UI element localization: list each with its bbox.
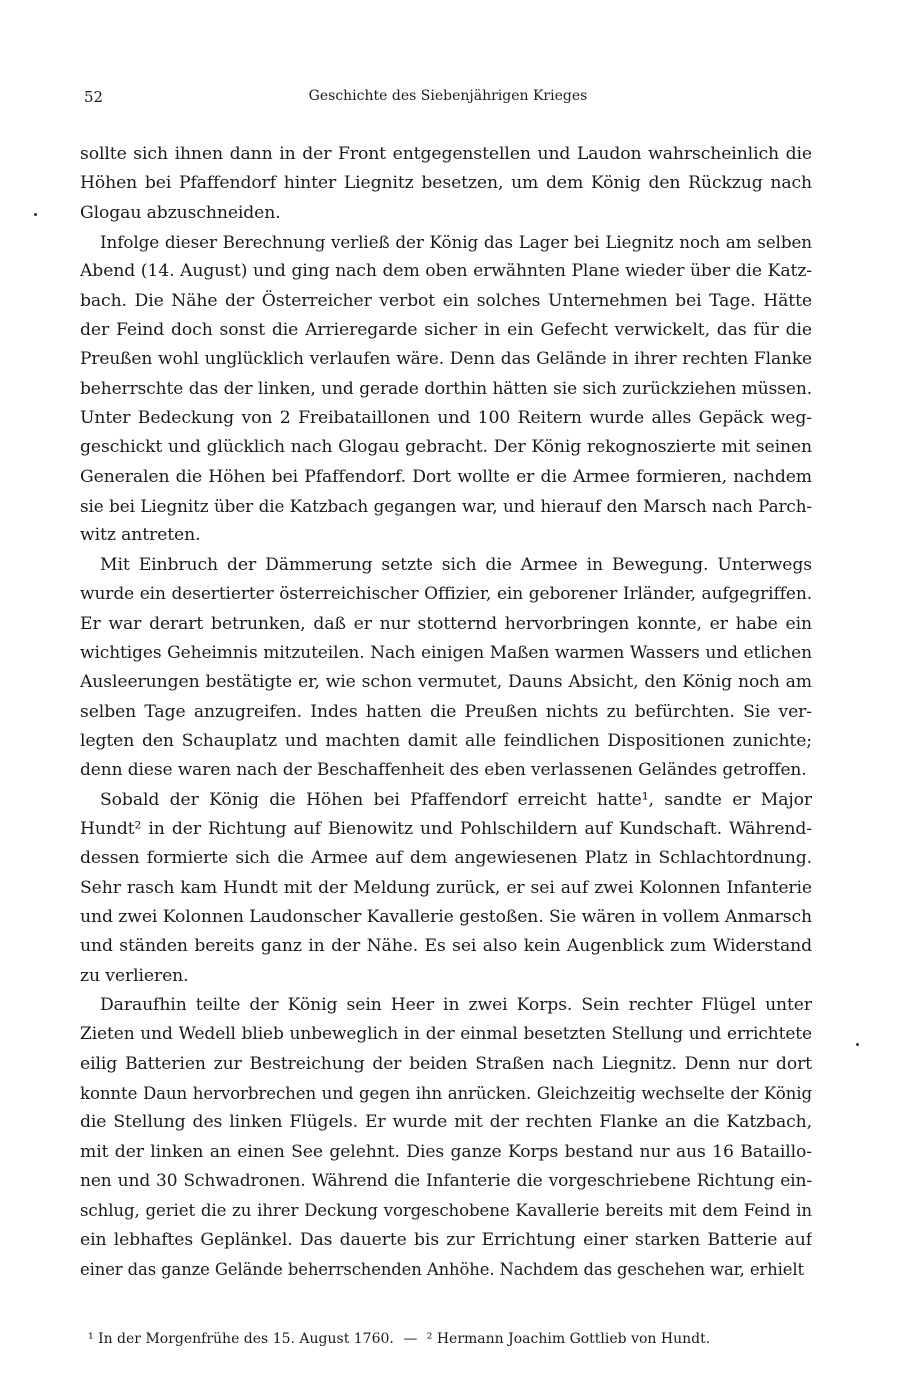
text-line: beherrschte das der linken, und gerade dorthin hätten sie sich zurückziehen müssen.: [80, 378, 812, 399]
text-line: schlug, geriet die zu ihrer Deckung vorgeschobene Kavallerie bereits mit dem Feind in: [80, 1201, 812, 1221]
footnotes: [88, 1329, 812, 1349]
body-text: [80, 140, 812, 1284]
text-line: Zieten und Wedell blieb unbeweglich in der einmal besetzten Stellung und errichtete: [80, 1024, 812, 1045]
text-line: wurde ein desertierter österreichischer Offizier, ein geborener Irländer, aufgegriffen.: [80, 584, 812, 605]
text-line: Hundt² in der Richtung auf Bienowitz und Pohlschildern auf Kundschaft. Während-: [80, 818, 812, 839]
text-line: Generalen die Höhen bei Pfaffendorf. Dort wollte er die Armee formieren, nachdem: [80, 466, 812, 487]
footnote-2: ² Hermann Joachim Gottlieb von Hundt.: [426, 1331, 711, 1347]
text-line: Ausleerungen bestätigte er, wie schon vermutet, Dauns Absicht, den König noch am: [80, 672, 812, 693]
text-line: Sehr rasch kam Hundt mit der Meldung zurück, er sei auf zwei Kolonnen Infanterie: [80, 877, 812, 898]
text-line: denn diese waren nach der Beschaffenheit des eben verlassenen Geländes getroffen.: [80, 760, 807, 781]
text-line: sollte sich ihnen dann in der Front entgegenstellen und Laudon wahrscheinlich die: [80, 144, 812, 164]
text-line: Glogau abzuschneiden.: [80, 202, 281, 223]
text-line: die Stellung des linken Flügels. Er wurde mit der rechten Flanke an die Katzbach,: [80, 1112, 812, 1133]
text-line: Sobald der König die Höhen bei Pfaffendorf erreicht hatte¹, sandte er Major: [100, 789, 812, 810]
footnote-separator: —: [403, 1331, 418, 1347]
text-line: bach. Die Nähe der Österreicher verbot ein solches Unternehmen bei Tage. Hätte: [80, 290, 812, 311]
paragraph: [80, 140, 812, 228]
page-number: 52: [84, 88, 104, 106]
text-line: und ständen bereits ganz in der Nähe. Es sei also kein Augenblick zum Widerstand: [80, 936, 812, 957]
text-line: Daraufhin teilte der König sein Heer in zwei Korps. Sein rechter Flügel unter: [100, 994, 812, 1015]
paragraph: [80, 991, 812, 1284]
text-line: dessen formierte sich die Armee auf dem angewiesenen Platz in Schlachtordnung.: [80, 848, 812, 869]
paragraph: [80, 228, 812, 551]
running-title: Geschichte des Siebenjährigen Krieges: [308, 88, 588, 104]
text-line: mit der linken an einen See gelehnt. Dies ganze Korps bestand nur aus 16 Bataillo-: [80, 1141, 812, 1162]
text-line: legten den Schauplatz und machten damit alle feindlichen Dispositionen zunichte;: [80, 730, 812, 751]
text-line: witz antreten.: [80, 525, 201, 546]
text-line: Höhen bei Pfaffendorf hinter Liegnitz besetzen, um dem König den Rückzug nach: [80, 173, 812, 194]
margin-speck: [34, 213, 37, 216]
text-line: Unter Bedeckung von 2 Freibataillonen und 100 Reitern wurde alles Gepäck weg-: [80, 408, 812, 429]
text-line: Preußen wohl unglücklich verlaufen wäre. Denn das Gelände in ihrer rechten Flanke: [80, 349, 812, 370]
text-line: Mit Einbruch der Dämmerung setzte sich die Armee in Bewegung. Unterwegs: [100, 554, 812, 575]
text-line: Infolge dieser Berechnung verließ der König das Lager bei Liegnitz noch am selben: [100, 232, 812, 253]
text-line: eilig Batterien zur Bestreichung der beiden Straßen nach Liegnitz. Denn nur dort: [80, 1053, 812, 1074]
text-line: konnte Daun hervorbrechen und gegen ihn anrücken. Gleichzeitig wechselte der König: [80, 1084, 812, 1103]
running-head: [84, 88, 812, 112]
text-line: und zwei Kolonnen Laudonscher Kavallerie gestoßen. Sie wären in vollem Anmarsch: [80, 906, 812, 927]
text-line: einer das ganze Gelände beherrschenden Anhöhe. Nachdem das geschehen war, erhielt: [80, 1260, 804, 1280]
text-line: sie bei Liegnitz über die Katzbach gegangen war, und hierauf den Marsch nach Parch-: [80, 496, 812, 517]
text-line: Er war derart betrunken, daß er nur stotternd hervorbringen konnte, er habe ein: [80, 613, 812, 634]
text-line: der Feind doch sonst die Arrieregarde sicher in ein Gefecht verwickelt, das für die: [80, 320, 812, 341]
text-line: ein lebhaftes Geplänkel. Das dauerte bis zur Errichtung einer starken Batterie auf: [80, 1229, 812, 1250]
paragraph: [80, 551, 812, 786]
paragraph: [80, 786, 812, 991]
text-line: nen und 30 Schwadronen. Während die Infanterie die vorgeschriebene Richtung ein-: [80, 1171, 812, 1192]
text-line: geschickt und glücklich nach Glogau gebracht. Der König rekognoszierte mit seinen: [80, 437, 812, 458]
footnote-1: ¹ In der Morgenfrühe des 15. August 1760.: [88, 1331, 394, 1347]
text-line: selben Tage anzugreifen. Indes hatten die Preußen nichts zu befürchten. Sie ver-: [80, 701, 812, 722]
margin-speck: [856, 1043, 859, 1046]
text-line: wichtiges Geheimnis mitzuteilen. Nach einigen Maßen warmen Wassers und etlichen: [80, 642, 812, 663]
text-line: Abend (14. August) und ging nach dem oben erwähnten Plane wieder über die Katz-: [80, 261, 812, 282]
text-line: zu verlieren.: [80, 965, 189, 986]
